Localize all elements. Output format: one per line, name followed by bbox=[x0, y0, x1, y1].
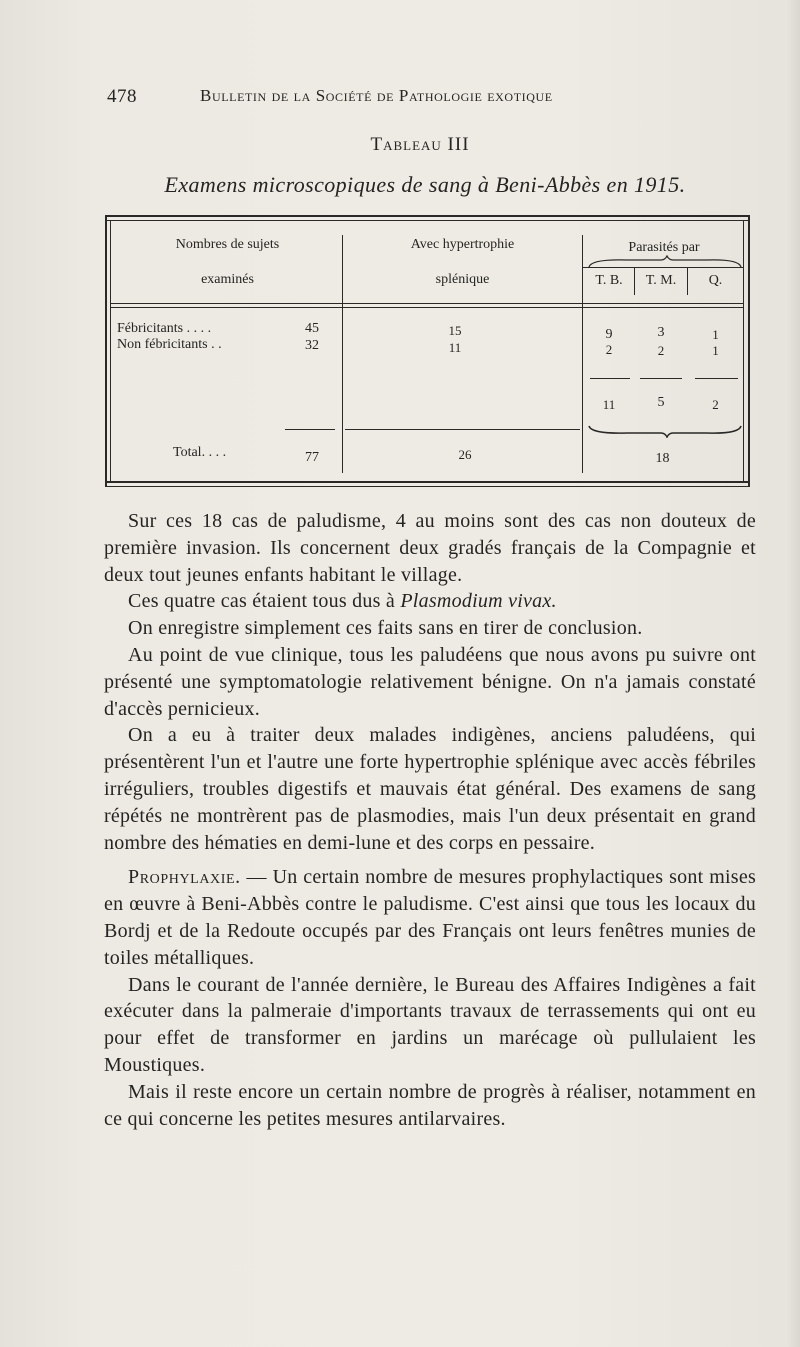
header-separator-2 bbox=[111, 307, 743, 308]
paragraph-6-text: — Un certain nombre de mesures prophylactiques sont mises en œuvre à Beni-Abbès contre le paludisme. C'est ainsi que tous les locaux du Bordj et de la Redoute occupés par des Français ont leurs fenêtres munies de toiles métalliques. bbox=[104, 866, 756, 969]
table-left-rule bbox=[105, 215, 107, 487]
species-name: Plasmodium vivax. bbox=[400, 590, 557, 613]
total-brace bbox=[587, 424, 743, 438]
subtotal-q: 2 bbox=[712, 397, 719, 412]
row-subjects-non-febrile: 32 bbox=[305, 338, 319, 353]
total-rule-subjects bbox=[285, 429, 335, 430]
table-top-rule bbox=[105, 215, 750, 217]
page-gutter bbox=[786, 0, 800, 1347]
row-splenic-non-febrile: 11 bbox=[448, 340, 462, 355]
row-label-non-febrile: Non fébricitants . . bbox=[117, 337, 222, 352]
table-top-rule-inner bbox=[105, 220, 750, 221]
subtotal-rule-q bbox=[695, 378, 738, 379]
paragraph-4: Au point de vue clinique, tous les paludéens que nous avons pu suivre ont présenté une symptomatologie relativement bénigne. On n'a jamais constaté d'accès pernicieux. bbox=[104, 643, 756, 720]
table-right-rule bbox=[748, 215, 750, 487]
section-heading-prophylaxie: Prophylaxie. bbox=[128, 866, 241, 889]
total-label: Total. . . . bbox=[173, 445, 227, 460]
table-bottom-rule bbox=[105, 481, 750, 483]
paragraph-8: Mais il reste encore un certain nombre de progrès à réaliser, notamment en ce qui concerne les petites mesures antilarvaires. bbox=[104, 1080, 756, 1130]
paragraph-3: On enregistre simplement ces faits sans en tirer de conclusion. bbox=[128, 617, 643, 640]
table-left-rule-inner bbox=[110, 220, 111, 482]
row-tb-febrile: 9 bbox=[605, 327, 613, 342]
body-text bbox=[104, 508, 756, 1132]
paragraph-1: Sur ces 18 cas de paludisme, 4 au moins sont des cas non douteux de première invasion. Ils concernent deux gradés français de la Compagnie et deux tout jeunes enfants habitant le village. bbox=[104, 510, 756, 586]
row-q-febrile: 1 bbox=[712, 327, 719, 342]
total-splenic: 26 bbox=[458, 447, 472, 462]
total-parasited: 18 bbox=[655, 451, 670, 466]
subtotal-rule-tb bbox=[590, 378, 630, 379]
total-subjects: 77 bbox=[305, 450, 319, 465]
subheader-q: Q. bbox=[708, 273, 723, 288]
row-splenic-febrile: 15 bbox=[448, 323, 462, 338]
table-bottom-rule-inner bbox=[105, 486, 750, 487]
table-right-rule-inner bbox=[743, 220, 744, 482]
paragraph-2-text: Ces quatre cas étaient tous dus à bbox=[128, 590, 401, 613]
subheader-tb: T. B. bbox=[595, 273, 623, 288]
column-divider-1 bbox=[342, 235, 343, 473]
data-table bbox=[105, 215, 750, 487]
row-tm-non-febrile: 2 bbox=[657, 343, 665, 358]
total-rule-splenic bbox=[345, 429, 580, 430]
row-q-non-febrile: 1 bbox=[712, 343, 719, 358]
paragraph-2 bbox=[104, 588, 756, 615]
header-subjects-line1: Nombres de sujets bbox=[175, 237, 280, 252]
row-label-febrile: Fébricitants . . . . bbox=[117, 321, 212, 336]
subheader-tm: T. M. bbox=[645, 273, 677, 288]
header-subjects-line2: examinés bbox=[201, 272, 254, 287]
paragraph-7: Dans le courant de l'année dernière, le Bureau des Affaires Indigènes a fait exécuter dans la palmeraie d'importants travaux de terrassements qui ont eu pour effet de transformer en jardins un marécage où pullulaient les Moustiques. bbox=[104, 973, 756, 1076]
row-subjects-febrile: 45 bbox=[305, 321, 319, 336]
paragraph-5: On a eu à traiter deux malades indigènes, anciens paludéens, qui présentèrent l'un et l'autre une forte hypertrophie splénique avec accès fébriles irréguliers, troubles digestifs et mauvais état général. Des examens de sang répétés ne montrèrent pas de plasmodies, mais l'un deux présentait en grand nombre des hématies en demi-lune et des corps en pessaire. bbox=[104, 724, 756, 854]
row-tb-non-febrile: 2 bbox=[605, 342, 613, 357]
journal-title: Bulletin de la Société de Pathologie exotique bbox=[200, 86, 553, 105]
header-separator bbox=[111, 303, 743, 304]
header-splenic-line1: Avec hypertrophie bbox=[410, 237, 515, 252]
page-number: 478 bbox=[107, 86, 137, 107]
column-divider-2 bbox=[582, 235, 583, 473]
table-label: Tableau III bbox=[370, 134, 470, 155]
paragraph-6 bbox=[104, 864, 756, 971]
subtotal-tb: 11 bbox=[602, 397, 616, 412]
table-caption: Examens microscopiques de sang à Beni-Abbès en 1915. bbox=[164, 172, 686, 197]
subtotal-rule-tm bbox=[640, 378, 682, 379]
subheader-top-rule bbox=[583, 267, 743, 268]
header-parasited: Parasités par bbox=[628, 240, 700, 255]
running-head bbox=[0, 86, 800, 116]
header-splenic-line2: splénique bbox=[435, 272, 490, 287]
subtotal-tm: 5 bbox=[657, 395, 665, 410]
row-tm-febrile: 3 bbox=[657, 325, 665, 340]
